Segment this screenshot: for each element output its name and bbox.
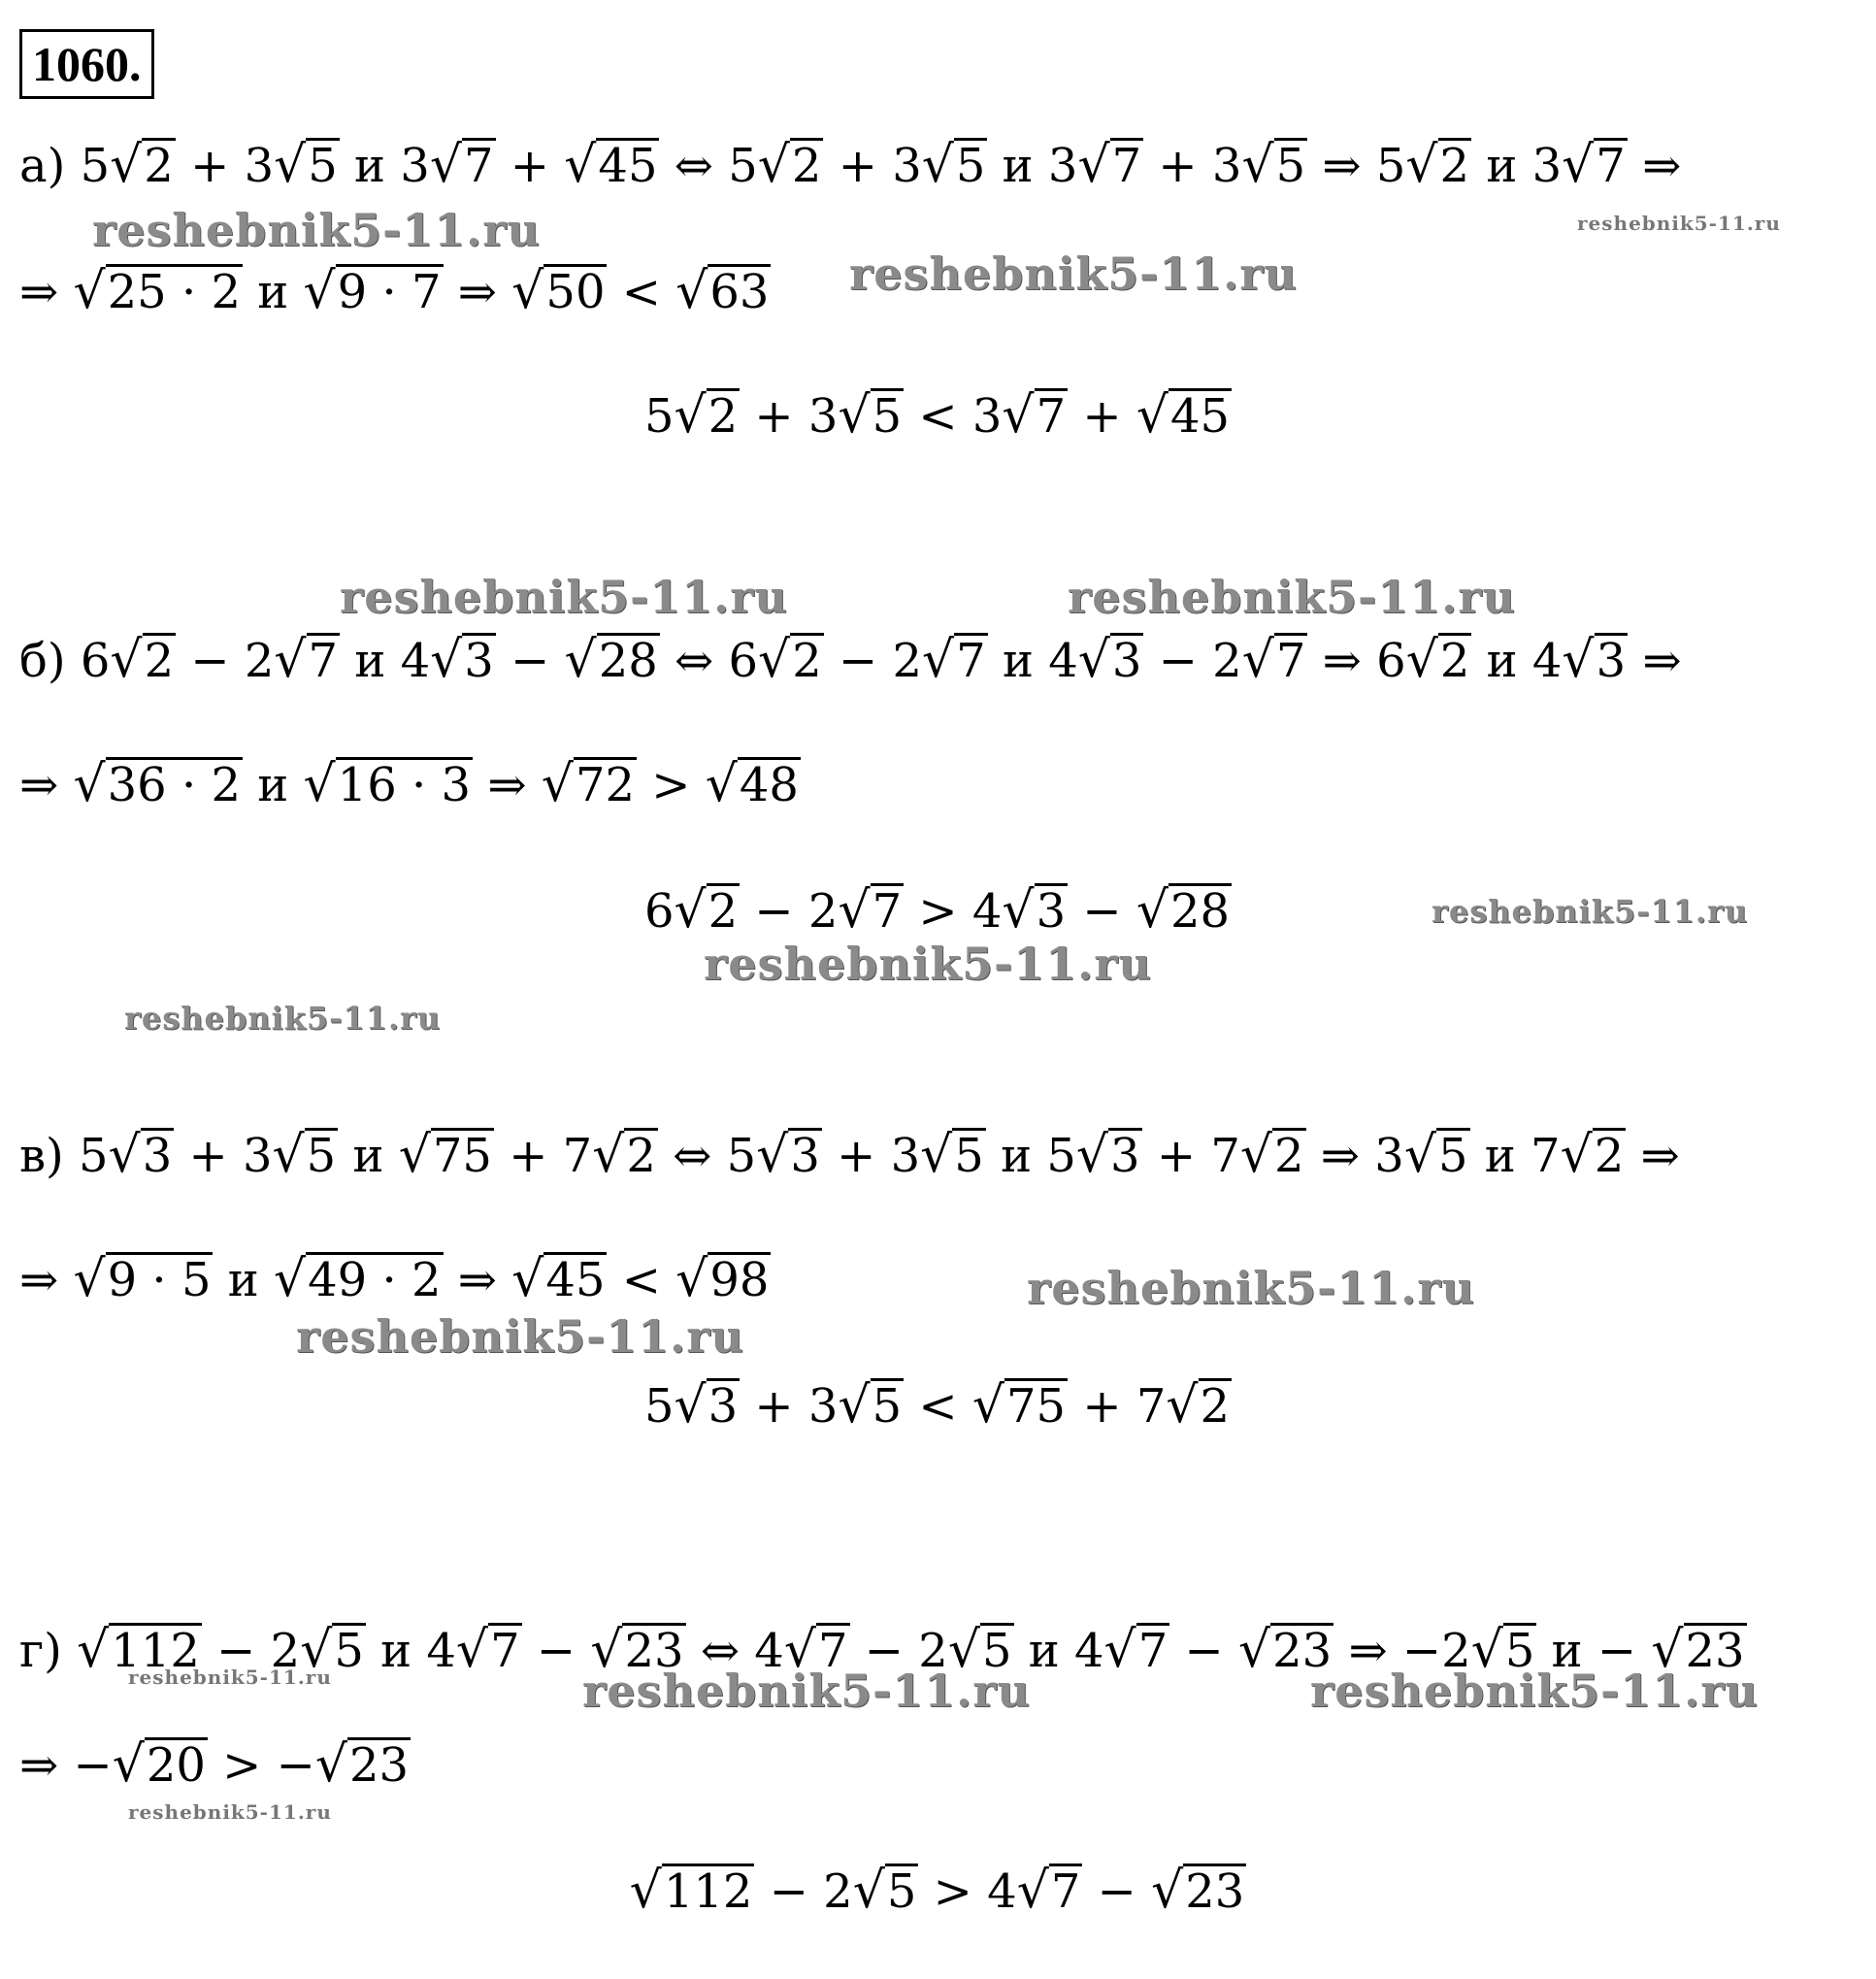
math-text: − [1068,884,1136,939]
math-text: > − [207,1738,315,1793]
math-text: + 7 [1068,1379,1167,1434]
square-root: √28 [564,631,658,689]
radicand: 5 [872,1379,903,1434]
square-root: √5 [1241,136,1306,194]
math-text: + 3 [174,1129,273,1183]
radicand: 45 [598,139,658,193]
radicand: 23 [1185,1864,1245,1919]
radicand: 2 [708,884,739,939]
solution-v-answer [0,1376,1876,1435]
math-text: ⇒ [473,758,542,812]
square-root: √3 [108,1126,173,1184]
math-text: − 2 [1143,634,1242,688]
square-root: √2 [1166,1376,1231,1435]
square-root: √2 [110,136,174,194]
math-text: ⇔ 5 [657,1129,757,1183]
watermark: reshebnik5-11.ru [1068,571,1516,623]
solution-g-line-2 [19,1735,411,1795]
radicand: 98 [709,1253,770,1307]
radicand: 112 [663,1864,753,1919]
math-text: ⇒ [443,1253,512,1307]
math-text: б) 6 [19,634,111,688]
radicand: 48 [739,758,799,812]
square-root: √23 [314,1735,410,1794]
square-root: √7 [429,136,494,194]
square-root: √5 [300,1621,364,1679]
square-root: √49 · 2 [274,1250,442,1308]
math-text: − [1169,1624,1238,1678]
math-text: ⇒ [443,265,512,319]
square-root: √28 [1135,881,1231,940]
solution-b-line-2 [19,755,801,814]
radicand: 3 [142,1129,173,1183]
radicand: 36 · 2 [107,758,242,812]
watermark: reshebnik5-11.ru [1432,893,1749,930]
radicand: 23 [1685,1624,1745,1678]
radicand: 5 [1437,1129,1468,1183]
math-text: в) 5 [19,1129,109,1183]
radicand: 25 · 2 [107,265,242,319]
math-text: 5 [643,1379,675,1434]
square-root: √50 [511,262,606,320]
radicand: 7 [463,139,494,193]
radicand: 2 [1439,634,1470,688]
square-root: √7 [922,631,986,689]
radicand: 9 · 5 [107,1253,212,1307]
radicand: 5 [1504,1624,1535,1678]
math-text: + 3 [821,1129,921,1183]
radicand: 7 [872,884,903,939]
watermark: reshebnik5-11.ru [296,1310,744,1363]
square-root: √3 [1077,631,1142,689]
square-root: √2 [592,1126,656,1184]
solution-g-answer [0,1862,1876,1921]
watermark: reshebnik5-11.ru [1310,1665,1759,1717]
math-text: и 4 [365,1624,456,1678]
square-root: √7 [1103,1621,1168,1679]
watermark: reshebnik5-11.ru [1577,212,1781,235]
radicand: 2 [626,1129,656,1183]
solution-v-line-1 [19,1126,1680,1185]
radicand: 16 · 3 [337,758,472,812]
math-text: < [904,1379,972,1434]
square-root: √9 · 7 [303,262,442,320]
square-root: √112 [77,1621,200,1679]
math-text: ⇒ [19,265,74,319]
math-text: + [1068,389,1136,444]
square-root: √98 [675,1250,770,1308]
square-root: √63 [675,262,770,320]
radicand: 112 [111,1624,200,1678]
radicand: 5 [981,1624,1012,1678]
math-text: − 2 [849,1624,948,1678]
math-text: и 4 [987,634,1078,688]
radicand: 3 [1111,634,1142,688]
radicand: 7 [1596,139,1626,193]
math-text: − [521,1624,591,1678]
square-root: √7 [783,1621,848,1679]
math-text: 5 [643,389,675,444]
radicand: 2 [1594,1129,1625,1183]
watermark: reshebnik5-11.ru [704,938,1152,990]
square-root: √7 [455,1621,520,1679]
radicand: 45 [1169,389,1231,444]
math-text: + 3 [823,139,922,193]
radicand: 50 [545,265,606,319]
square-root: √7 [274,631,339,689]
square-root: √5 [1470,1621,1535,1679]
math-text: > [637,758,706,812]
watermark: reshebnik5-11.ru [92,204,541,256]
radicand: 3 [708,1379,739,1434]
radicand: 5 [306,1129,337,1183]
square-root: √45 [1135,386,1231,445]
square-root: √112 [629,1862,753,1920]
math-text: и [243,758,304,812]
square-root: √5 [274,136,338,194]
watermark: reshebnik5-11.ru [128,1800,332,1824]
solution-a-line-1 [19,136,1681,195]
square-root: √2 [758,631,822,689]
radicand: 5 [1275,139,1306,193]
square-root: √7 [1002,386,1067,445]
math-text: ⇒ [1627,139,1682,193]
math-text: и 7 [1469,1129,1561,1183]
radicand: 7 [490,1624,520,1678]
radicand: 2 [144,634,175,688]
radicand: 7 [1050,1864,1081,1919]
radicand: 2 [1274,1129,1304,1183]
math-text: и 5 [985,1129,1076,1183]
radicand: 7 [1111,139,1142,193]
watermark: reshebnik5-11.ru [1027,1262,1475,1314]
radicand: 3 [1036,884,1067,939]
radicand: 28 [1169,884,1231,939]
radicand: 2 [1200,1379,1231,1434]
radicand: 7 [308,634,339,688]
solution-v-line-2 [19,1250,771,1309]
watermark: reshebnik5-11.ru [849,247,1298,300]
square-root: √3 [756,1126,820,1184]
square-root: √20 [112,1735,206,1794]
math-text: и 3 [1471,139,1563,193]
problem-number: 1060. [19,29,154,99]
square-root: √2 [1239,1126,1304,1184]
square-root: √5 [947,1621,1012,1679]
math-text: ⇔ 6 [659,634,759,688]
square-root: √3 [674,1376,739,1435]
math-text: ⇒ −2 [1333,1624,1471,1678]
math-text: и 4 [1013,1624,1104,1678]
square-root: √48 [705,755,799,813]
square-root: √2 [674,386,739,445]
radicand: 7 [956,634,986,688]
radicand: 23 [624,1624,684,1678]
math-text: + 3 [175,139,275,193]
solution-b-line-1 [19,631,1682,690]
math-text: и 3 [339,139,430,193]
square-root: √23 [1651,1621,1745,1679]
radicand: 20 [146,1738,206,1793]
square-root: √5 [272,1126,337,1184]
math-text: ⇒ [1628,634,1682,688]
square-root: √5 [921,136,986,194]
radicand: 5 [334,1624,364,1678]
radicand: 9 · 7 [337,265,442,319]
math-text: 6 [643,884,675,939]
math-text: и [243,265,304,319]
square-root: √3 [430,631,494,689]
radicand: 49 · 2 [308,1253,442,1307]
square-root: √23 [1151,1862,1245,1920]
math-text: ⇒ 6 [1307,634,1406,688]
radicand: 2 [144,139,174,193]
math-text: ⇔ 5 [659,139,758,193]
square-root: √2 [757,136,822,194]
radicand: 7 [1036,389,1067,444]
square-root: √2 [674,881,739,940]
radicand: 2 [791,139,822,193]
radicand: 5 [308,139,338,193]
math-text: − [495,634,565,688]
math-text: − 2 [823,634,923,688]
math-text: + 3 [740,389,839,444]
square-root: √75 [971,1376,1067,1435]
square-root: √25 · 2 [73,262,242,320]
radicand: 63 [709,265,770,319]
math-text: − [1082,1864,1152,1919]
square-root: √5 [838,386,903,445]
square-root: √2 [1405,631,1470,689]
math-text: + 7 [1141,1129,1240,1183]
math-text: и 4 [340,634,431,688]
square-root: √45 [511,1250,606,1308]
square-root: √7 [1016,1862,1081,1920]
math-text: − 2 [201,1624,301,1678]
square-root: √75 [398,1126,492,1184]
solution-a-answer [0,386,1876,445]
watermark: reshebnik5-11.ru [340,571,788,623]
square-root: √2 [110,631,175,689]
square-root: √7 [1562,136,1626,194]
radicand: 5 [872,389,903,444]
math-text: ⇒ [19,758,74,812]
watermark: reshebnik5-11.ru [128,1666,332,1689]
radicand: 3 [790,1129,820,1183]
math-text: + 3 [740,1379,839,1434]
square-root: √23 [1237,1621,1333,1679]
square-root: √9 · 5 [73,1250,212,1308]
math-text: + [495,139,565,193]
square-root: √45 [564,136,658,194]
math-text: и − [1536,1624,1652,1678]
radicand: 7 [817,1624,848,1678]
math-text: а) 5 [19,139,111,193]
math-text: ⇒ 3 [1305,1129,1404,1183]
radicand: 23 [1272,1624,1333,1678]
math-text: < [607,265,676,319]
math-text: < [607,1253,676,1307]
math-text: ⇔ 4 [685,1624,784,1678]
math-text: < 3 [904,389,1003,444]
watermark: reshebnik5-11.ru [124,1000,442,1037]
radicand: 3 [464,634,494,688]
radicand: 75 [432,1129,492,1183]
solution-a-line-2 [19,262,771,321]
square-root: √7 [1077,136,1142,194]
math-text: − 2 [754,1864,853,1919]
square-root: √23 [590,1621,684,1679]
math-text: и [213,1253,274,1307]
math-text: ⇒ [1626,1129,1680,1183]
square-root: √5 [852,1862,917,1920]
square-root: √72 [541,755,636,813]
radicand: 3 [1596,634,1627,688]
square-root: √5 [1403,1126,1468,1184]
radicand: 5 [955,139,986,193]
radicand: 45 [545,1253,606,1307]
square-root: √5 [838,1376,903,1435]
radicand: 72 [575,758,636,812]
square-root: √16 · 3 [303,755,472,813]
math-text: > 4 [918,1864,1017,1919]
math-text: ⇒ 5 [1307,139,1406,193]
math-text: и [338,1129,399,1183]
square-root: √3 [1002,881,1067,940]
square-root: √3 [1562,631,1627,689]
square-root: √36 · 2 [73,755,242,813]
square-root: √3 [1075,1126,1140,1184]
radicand: 75 [1006,1379,1067,1434]
math-text: + 3 [1143,139,1242,193]
radicand: 2 [708,389,739,444]
math-text: и 4 [1471,634,1563,688]
radicand: 7 [1137,1624,1168,1678]
square-root: √5 [920,1126,984,1184]
square-root: √2 [1405,136,1470,194]
radicand: 23 [349,1738,410,1793]
math-text: − 2 [176,634,275,688]
radicand: 3 [1110,1129,1140,1183]
math-text: и 3 [987,139,1078,193]
square-root: √7 [838,881,903,940]
math-text: > 4 [904,884,1003,939]
square-root: √2 [1560,1126,1625,1184]
math-text: − 2 [740,884,839,939]
radicand: 7 [1275,634,1306,688]
radicand: 5 [954,1129,984,1183]
math-text: г) [19,1624,78,1678]
radicand: 2 [1439,139,1470,193]
math-text: ⇒ [19,1253,74,1307]
watermark: reshebnik5-11.ru [582,1665,1031,1717]
math-text: ⇒ − [19,1738,113,1793]
square-root: √7 [1241,631,1306,689]
radicand: 28 [598,634,658,688]
radicand: 5 [886,1864,917,1919]
radicand: 2 [792,634,822,688]
math-text: + 7 [493,1129,593,1183]
